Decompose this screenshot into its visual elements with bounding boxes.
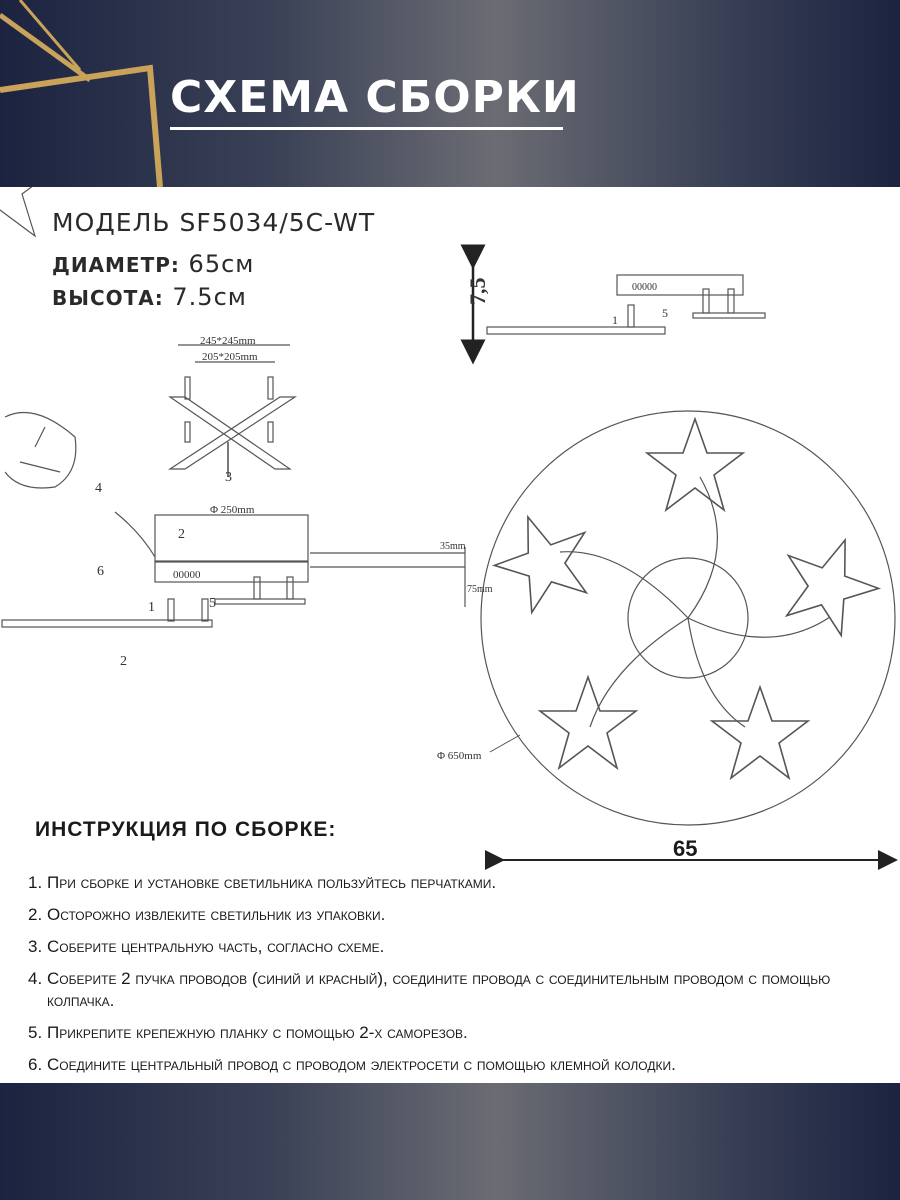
side-step-1: 1 [612, 313, 618, 327]
step-6-label: 6 [97, 564, 104, 579]
diameter-value: 65см [188, 250, 255, 278]
base-height-dim: 35mm [440, 541, 466, 552]
model-label: МОДЕЛЬ SF5034/5C-WT [52, 208, 376, 237]
step-text: Прикрепите крепежную планку с помощью 2-х саморезов. [47, 1023, 468, 1042]
step-number: 3. [28, 937, 43, 956]
plate-inner-size: 205*205mm [202, 351, 258, 363]
terminal-label-top: 00000 [632, 282, 657, 293]
base-diameter: Φ 250mm [210, 504, 255, 516]
step-number: 2. [28, 905, 43, 924]
footer-banner [0, 1083, 900, 1200]
base-housing [2, 515, 465, 627]
lamp-diameter-leader [490, 735, 520, 752]
star-bottom-right [712, 687, 808, 778]
instruction-step [28, 904, 888, 926]
height-label: ВЫСОТА: [52, 286, 164, 310]
step-number: 6. [28, 1055, 43, 1074]
step-number: 5. [28, 1023, 43, 1042]
instruction-step [28, 968, 888, 1012]
instruction-step [28, 1022, 888, 1044]
plate-outer-size: 245*245mm [200, 335, 256, 347]
star-top [647, 419, 743, 510]
width-dimension: 65 [673, 836, 698, 861]
height-dimension: 7,5 [465, 277, 490, 305]
lamp-diameter: Φ 650mm [437, 750, 482, 762]
total-height-dim: 75mm [467, 584, 493, 595]
step-number: 4. [28, 969, 43, 988]
step-5-label: 5 [209, 596, 216, 611]
star-right [769, 524, 890, 642]
height-value: 7.5см [172, 283, 247, 311]
gold-frame-decoration [0, 0, 180, 187]
mounting-bracket [170, 345, 295, 477]
page-title: СХЕМА СБОРКИ [170, 72, 580, 123]
step-text: Осторожно извлеките светильник из упаковки. [47, 905, 386, 924]
terminal-label: 00000 [173, 569, 201, 581]
step-2-label-bottom: 2 [120, 654, 127, 669]
step-text: Соедините центральный провод с проводом электросети с помощью клемной колодки. [47, 1055, 676, 1074]
step-text: Соберите центральную часть, согласно схеме. [47, 937, 385, 956]
step-4-label: 4 [95, 481, 102, 496]
title-underline [170, 127, 563, 130]
step-text: При сборке и установке светильника пользуйтесь перчатками. [47, 873, 497, 892]
star-left [483, 501, 604, 619]
instructions-list [28, 872, 888, 1086]
instruction-step [28, 1054, 888, 1076]
diameter-label: ДИАМЕТР: [52, 253, 180, 277]
step-2-label-top: 2 [178, 527, 185, 542]
header-banner [0, 0, 900, 187]
side-step-5: 5 [662, 306, 668, 320]
step-1-label: 1 [148, 600, 155, 615]
instruction-step [28, 872, 888, 894]
assembly-diagram [0, 187, 900, 887]
step-3-label: 3 [225, 470, 232, 485]
lamp-stars [483, 419, 890, 778]
instruction-step [28, 936, 888, 958]
step-text: Соберите 2 пучка проводов (синий и красный), соедините провода с соединительным проводом с помощью колпачка. [47, 969, 831, 1010]
star-bottom-left [540, 677, 636, 768]
instructions-title: ИНСТРУКЦИЯ ПО СБОРКЕ: [35, 818, 337, 841]
side-view [473, 257, 765, 352]
step-number: 1. [28, 873, 43, 892]
lamp-top-view [0, 187, 895, 825]
wiring-detail [5, 413, 155, 558]
